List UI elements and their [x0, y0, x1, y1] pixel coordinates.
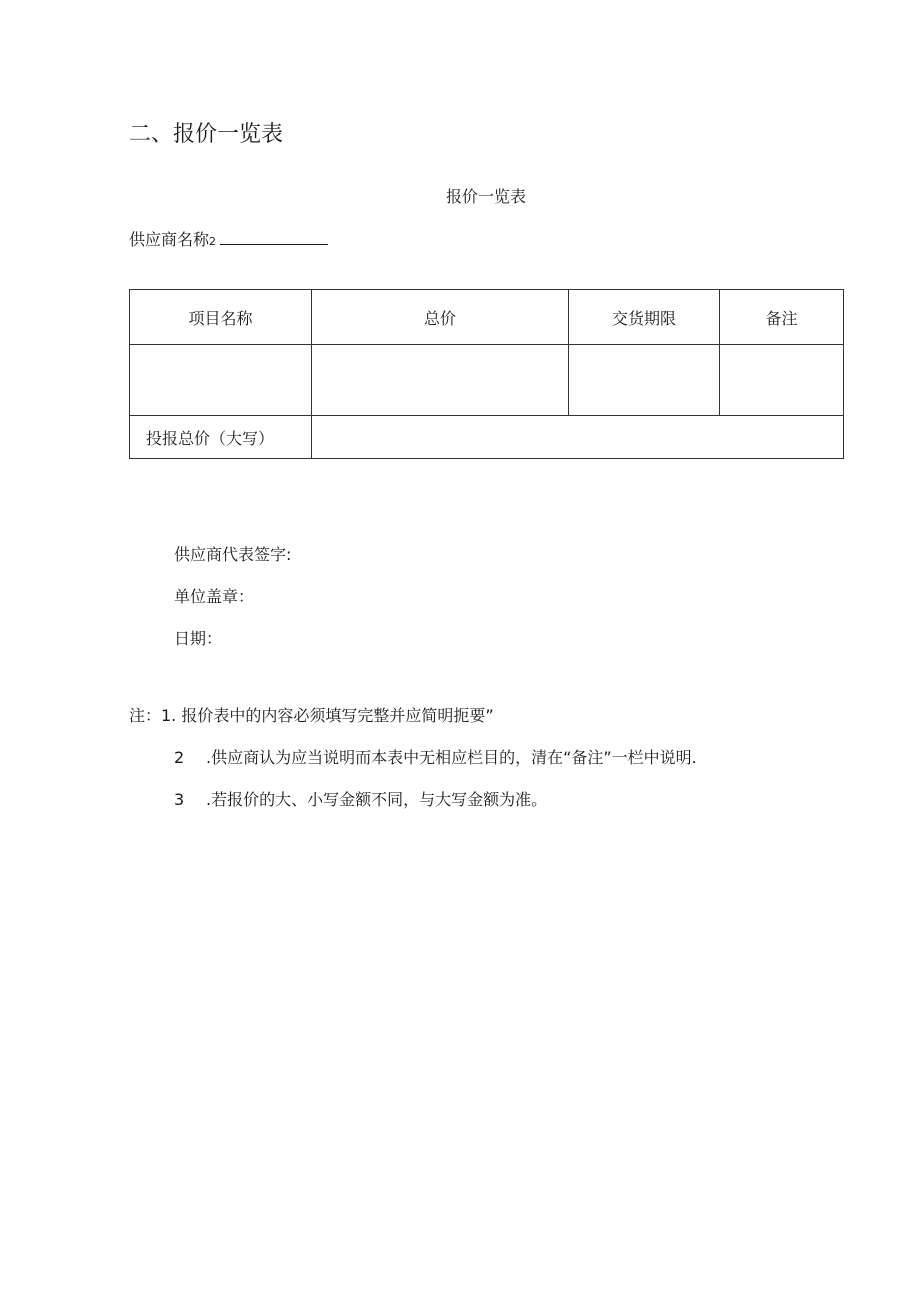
cell-project-name[interactable]: [130, 345, 312, 416]
section-heading: 二、报价一览表: [129, 122, 284, 147]
supplier-name-label: 供应商名称: [129, 230, 210, 249]
header-remarks: 备注: [720, 290, 844, 345]
representative-signature: 供应商代表签字:: [174, 545, 292, 564]
table-title: 报价一览表: [445, 187, 526, 206]
cell-delivery-period[interactable]: [569, 345, 720, 416]
total-price-label: 投报总价（大写）: [130, 416, 312, 459]
note-3-text: .若报价的大、小写金额不同，与大写金额为准。: [206, 790, 548, 809]
date-label: 日期：: [174, 629, 223, 648]
supplier-name-suffix: 2: [209, 235, 217, 248]
supplier-name-blank[interactable]: [220, 230, 328, 245]
table-row: [130, 345, 844, 416]
note-line-1: 注：1. 报价表中的内容必须填写完整并应简明扼要”: [129, 706, 494, 725]
header-total-price: 总价: [312, 290, 569, 345]
note-2-number: 2: [174, 748, 185, 767]
unit-seal: 单位盖章：: [174, 587, 255, 606]
supplier-name-row: [129, 229, 328, 253]
note-line-3: [174, 789, 547, 811]
header-project-name: 项目名称: [130, 290, 312, 345]
note-2-text: .供应商认为应当说明而本表中无相应栏目的，清在“备注”一栏中说明.: [206, 748, 697, 767]
note-3-number: 3: [174, 790, 185, 809]
quote-table: [129, 289, 844, 459]
table-total-row: [130, 416, 844, 459]
total-price-value[interactable]: [312, 416, 844, 459]
cell-remarks[interactable]: [720, 345, 844, 416]
note-line-2: [174, 747, 697, 769]
cell-total-price[interactable]: [312, 345, 569, 416]
table-header-row: [130, 290, 844, 345]
header-delivery-period: 交货期限: [569, 290, 720, 345]
